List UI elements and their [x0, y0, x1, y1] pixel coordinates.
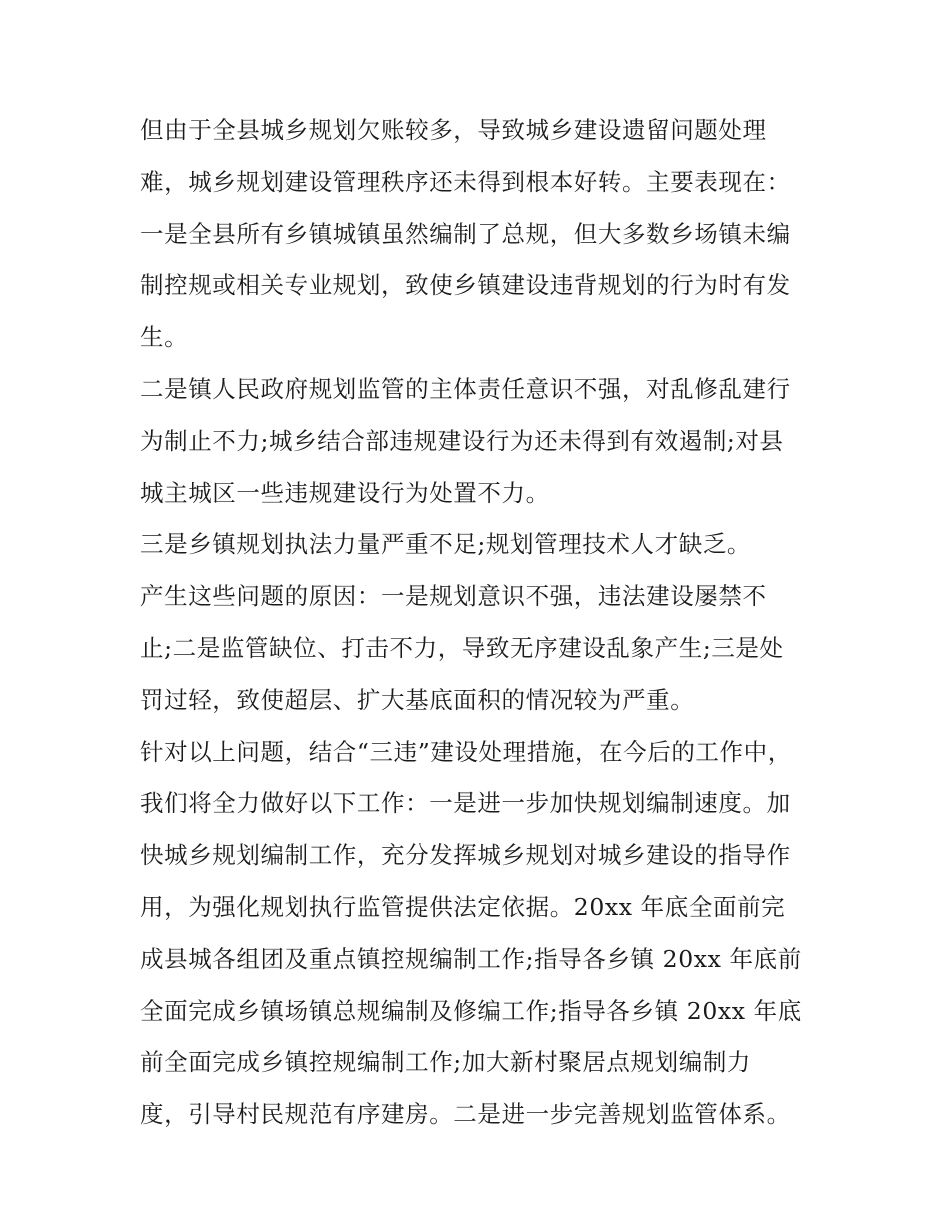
text-line: 快城乡规划编制工作，充分发挥城乡规划对城乡建设的指导作: [140, 841, 791, 870]
text-line: 针对以上问题，结合“三违”建设处理措施，在今后的工作中，: [140, 737, 792, 766]
text-line: 城主城区一些违规建设行为处置不力。: [140, 478, 550, 507]
text-line: 产生这些问题的原因：一是规划意识不强，违法建设屡禁不: [140, 582, 767, 611]
text-line: 为制止不力;城乡结合部违规建设行为还未得到有效遏制;对县: [140, 426, 784, 455]
text-line: 用，为强化规划执行监管提供法定依据。20xx 年底全面前完: [140, 892, 786, 921]
text-line: 前全面完成乡镇控规编制工作;加大新村聚居点规划编制力: [140, 1048, 752, 1077]
text-line: 二是镇人民政府规划监管的主体责任意识不强，对乱修乱建行: [140, 374, 791, 403]
text-line: 三是乡镇规划执法力量严重不足;规划管理技术人才缺乏。: [140, 530, 752, 559]
text-line: 生。: [140, 323, 189, 352]
text-line: 难，城乡规划建设管理秩序还未得到根本好转。主要表现在：: [140, 167, 791, 196]
text-line: 全面完成乡镇场镇总规编制及修编工作;指导各乡镇 20xx 年底: [140, 996, 802, 1025]
text-line: 止;二是监管缺位、打击不力，导致无序建设乱象产生;三是处: [140, 633, 784, 662]
text-line: 制控规或相关专业规划，致使乡镇建设违背规划的行为时有发: [140, 271, 791, 300]
body-text: [140, 108, 830, 1144]
text-line: 我们将全力做好以下工作：一是进一步加快规划编制速度。加: [140, 789, 791, 818]
text-line: 但由于全县城乡规划欠账较多，导致城乡建设遗留问题处理: [140, 116, 767, 144]
text-line: 成县城各组团及重点镇控规编制工作;指导各乡镇 20xx 年底前: [140, 944, 802, 973]
text-line: 罚过轻，致使超层、扩大基底面积的情况较为严重。: [140, 685, 695, 714]
text-line: 一是全县所有乡镇城镇虽然编制了总规，但大多数乡场镇未编: [140, 219, 791, 248]
text-line: 度，引导村民规范有序建房。二是进一步完善规划监管体系。: [140, 1100, 791, 1129]
